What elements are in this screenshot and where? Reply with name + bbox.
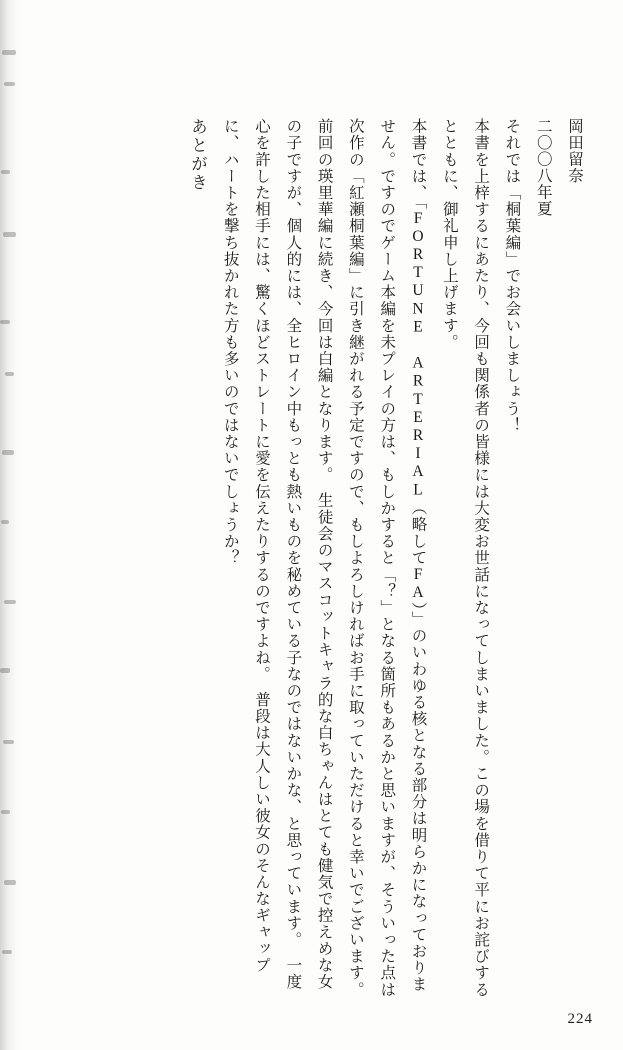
afterword-text-body	[30, 118, 590, 998]
afterword-paragraph-3: 本書を上梓するにあたり、今回も関係者の皆様には大変お世話になってしまいました。この場を借りて平にお詫びするとともに、御礼申し上げます。	[440, 118, 490, 998]
afterword-paragraph-1: 前回の瑛里華編に続き、今回は白編となります。 生徒会のマスコットキャラ的な白ちゃんはとても健気で控えめな女の子ですが、個人的には、全ヒロイン中もっとも熱いものを秘めている子なのではないかな、と思っています。 一度心を許した相手には、驚くほどストレートに愛を伝えたりするのですよね。 普段は大人しい彼女のそんなギャップに、ハートを撃ち抜かれた方も多いのではないでしょうか？	[221, 118, 333, 991]
binding-edge-marks	[0, 20, 24, 1020]
author-signature: 岡田留奈	[566, 118, 583, 184]
afterword-paragraph-4: それでは「桐葉編」でお会いしましょう！	[503, 118, 521, 434]
afterword-date: 二〇〇八年夏	[534, 118, 552, 217]
page-number: 224	[567, 1011, 593, 1027]
afterword-heading: あとがき	[188, 118, 208, 192]
afterword-paragraph-2: 本書では、「FORTUNE ARTERIAL（略してFA）」のいわゆる核となる部分は明らかになっておりません。ですのでゲーム本編を未プレイの方は、もしかすると「？」となる箇所もあるかと思いますが、そういった点は次作の「紅瀬桐葉編」に引き継がれる予定ですので、もしよろしければお手に取っていただけると幸いでございます。	[346, 118, 427, 998]
